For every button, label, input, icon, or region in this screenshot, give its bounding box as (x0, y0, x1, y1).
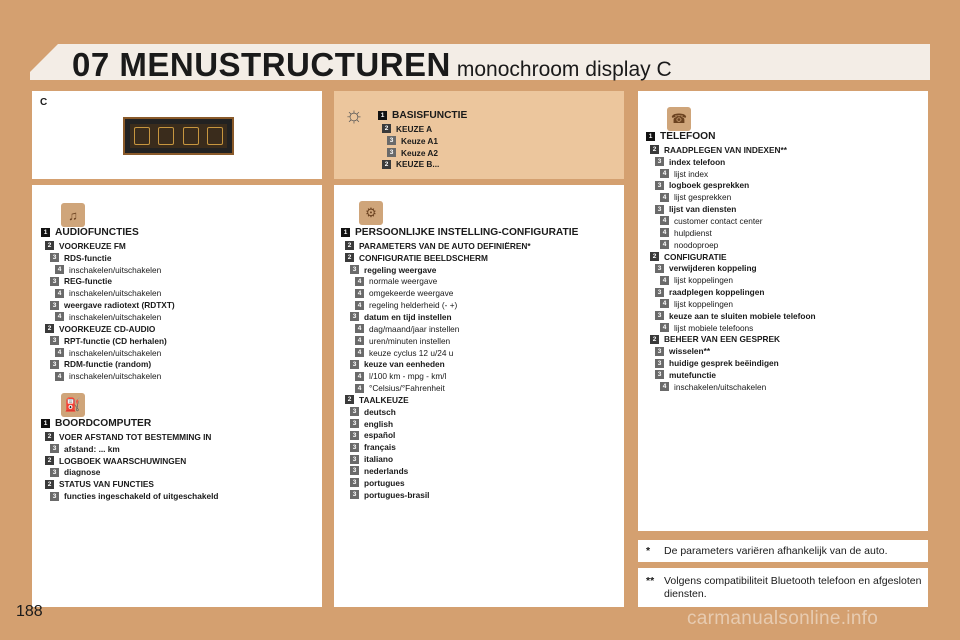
menu-item-label: BEHEER VAN EEN GESPREK (664, 334, 781, 345)
watermark: carmanualsonline.info (687, 608, 879, 629)
level-badge: 3 (50, 444, 59, 453)
menu-item-label: diagnose (64, 467, 101, 478)
level-badge: 2 (650, 335, 659, 344)
level-badge: 2 (45, 241, 54, 250)
menu-item-label: logboek gesprekken (669, 180, 750, 191)
level-badge: 3 (50, 301, 59, 310)
sun-brightness-icon: ☼ (343, 102, 365, 127)
level-badge: 3 (350, 490, 359, 499)
level-badge: 3 (655, 288, 664, 297)
settings-tools-icon: ⚙ (359, 201, 383, 225)
level-badge: 1 (41, 228, 50, 237)
menu-item-label: LOGBOEK WAARSCHUWINGEN (59, 455, 187, 466)
menu-item-level-3 (41, 276, 175, 288)
menu-item-level-3 (646, 357, 816, 369)
level-badge: 4 (55, 348, 64, 357)
menu-item-level-4 (41, 287, 175, 299)
level-badge: 4 (355, 324, 364, 333)
menu-item-label: portugues (364, 477, 405, 488)
footnote-2 (646, 575, 922, 601)
board-menu (41, 416, 218, 502)
menu-item-label: huidige gesprek beëindigen (669, 358, 779, 369)
display-segment-icon (207, 127, 223, 145)
menu-item-label: regeling helderheid (- +) (369, 300, 458, 311)
menu-item-level-1 (378, 108, 467, 123)
menu-item-label: Keuze A2 (401, 147, 439, 158)
menu-item-level-3 (341, 430, 578, 442)
level-badge: 3 (350, 407, 359, 416)
level-badge: 2 (650, 145, 659, 154)
menu-item-level-2 (646, 334, 816, 346)
level-badge: 4 (355, 384, 364, 393)
level-badge: 3 (350, 443, 359, 452)
menu-item-level-3 (646, 369, 816, 381)
menu-item-label: français (364, 442, 396, 453)
menu-item-label: mutefunctie (669, 369, 717, 380)
menu-item-label: inschakelen/uitschakelen (69, 347, 162, 358)
level-badge: 3 (50, 468, 59, 477)
level-badge: 3 (350, 360, 359, 369)
menu-item-label: TAALKEUZE (359, 394, 409, 405)
menu-item-label: inschakelen/uitschakelen (69, 288, 162, 299)
level-badge: 3 (655, 181, 664, 190)
menu-item-label: uren/minuten instellen (369, 335, 451, 346)
menu-item-level-3 (646, 345, 816, 357)
level-badge: 3 (350, 478, 359, 487)
level-badge: 3 (387, 148, 396, 157)
level-badge: 4 (660, 169, 669, 178)
level-badge: 4 (355, 336, 364, 345)
fuel-pump-icon: ⛽ (61, 393, 85, 417)
menu-item-level-4 (341, 299, 578, 311)
menu-item-level-3 (646, 180, 816, 192)
radio-cd-icon: ♫ (61, 203, 85, 227)
audio-menu (41, 225, 175, 382)
level-badge: 2 (45, 432, 54, 441)
monochrome-display (123, 117, 234, 155)
menu-item-level-4 (41, 264, 175, 276)
level-badge: 4 (55, 265, 64, 274)
menu-item-level-2 (341, 252, 578, 264)
personal-menu (341, 225, 578, 501)
menu-item-level-1 (341, 225, 578, 240)
menu-item-level-4 (41, 311, 175, 323)
menu-item-level-2 (41, 240, 175, 252)
level-badge: 3 (50, 360, 59, 369)
level-badge: 4 (660, 276, 669, 285)
menu-item-label: inschakelen/uitschakelen (69, 371, 162, 382)
menu-item-level-3 (41, 467, 218, 479)
menu-item-level-4 (341, 347, 578, 359)
menu-item-label: Keuze A1 (401, 135, 439, 146)
level-badge: 4 (55, 289, 64, 298)
level-badge: 4 (660, 382, 669, 391)
menu-item-level-3 (341, 477, 578, 489)
level-badge: 4 (660, 193, 669, 202)
footnote-text: De parameters variëren afhankelijk van de auto. (664, 545, 888, 557)
display-segment-icon (183, 127, 199, 145)
menu-item-level-4 (341, 370, 578, 382)
menu-item-level-3 (341, 441, 578, 453)
level-badge: 2 (45, 456, 54, 465)
menu-item-level-3 (646, 156, 816, 168)
menu-item-label: afstand: ... km (64, 443, 120, 454)
menu-item-label: lijst koppelingen (674, 275, 734, 286)
menu-item-level-3 (341, 358, 578, 370)
menu-item-level-1 (646, 129, 816, 144)
level-badge: 4 (355, 348, 364, 357)
menu-item-label: keuze cyclus 12 u/24 u (369, 347, 454, 358)
menu-item-level-4 (41, 347, 175, 359)
menu-item-level-3 (341, 311, 578, 323)
menu-item-label: BASISFUNCTIE (392, 110, 468, 121)
menu-item-level-4 (646, 381, 816, 393)
menu-item-level-4 (341, 335, 578, 347)
footnote-text: Volgens compatibiliteit Bluetooth telefoon en afgesloten diensten. (664, 575, 922, 600)
menu-item-level-3 (41, 443, 218, 455)
menu-item-label: keuze van eenheden (364, 359, 445, 370)
level-badge: 2 (650, 252, 659, 261)
menu-item-level-2 (41, 478, 218, 490)
page-number: 188 (16, 603, 43, 620)
menu-item-label: english (364, 418, 394, 429)
menu-item-level-3 (646, 262, 816, 274)
menu-item-label: BOORDCOMPUTER (55, 418, 152, 429)
menu-item-level-3 (341, 465, 578, 477)
level-badge: 4 (355, 289, 364, 298)
menu-item-label: inschakelen/uitschakelen (69, 264, 162, 275)
footnote-1 (646, 545, 922, 557)
level-badge: 3 (655, 157, 664, 166)
menu-item-label: hulpdienst (674, 227, 712, 238)
menu-item-level-4 (646, 239, 816, 251)
menu-item-label: nederlands (364, 465, 409, 476)
menu-item-label: STATUS VAN FUNCTIES (59, 479, 154, 490)
phone-menu (646, 129, 816, 393)
display-segment-icon (134, 127, 150, 145)
menu-item-level-4 (646, 191, 816, 203)
level-badge: 4 (55, 372, 64, 381)
level-badge: 3 (655, 347, 664, 356)
chapter-title: 07 MENUSTRUCTUREN (72, 46, 451, 83)
menu-item-level-4 (646, 168, 816, 180)
level-badge: 3 (655, 264, 664, 273)
menu-item-level-3 (41, 335, 175, 347)
level-badge: 2 (382, 160, 391, 169)
basis-menu (378, 108, 467, 170)
page-title (72, 46, 672, 84)
menu-item-level-3 (41, 358, 175, 370)
menu-item-label: l/100 km - mpg - km/l (369, 371, 447, 382)
level-badge: 3 (50, 253, 59, 262)
menu-item-level-3 (646, 203, 816, 215)
menu-item-label: KEUZE B... (396, 159, 440, 170)
level-badge: 4 (660, 323, 669, 332)
menu-item-level-3 (41, 252, 175, 264)
menu-item-label: VOORKEUZE CD-AUDIO (59, 323, 156, 334)
level-badge: 2 (345, 241, 354, 250)
menu-item-label: italiano (364, 454, 394, 465)
menu-item-level-4 (341, 323, 578, 335)
menu-item-level-2 (646, 144, 816, 156)
menu-item-level-3 (341, 406, 578, 418)
menu-item-label: °Celsius/°Fahrenheit (369, 383, 445, 394)
menu-item-label: PERSOONLIJKE INSTELLING-CONFIGURATIE (355, 227, 579, 238)
level-badge: 2 (382, 124, 391, 133)
menu-item-level-4 (341, 276, 578, 288)
level-badge: 3 (50, 336, 59, 345)
level-badge: 3 (655, 359, 664, 368)
menu-item-level-3 (378, 147, 467, 159)
menu-item-level-2 (378, 159, 467, 171)
level-badge: 4 (660, 299, 669, 308)
menu-item-label: verwijderen koppeling (669, 263, 757, 274)
menu-item-label: RAADPLEGEN VAN INDEXEN** (664, 144, 787, 155)
menu-item-label: portugues-brasil (364, 489, 430, 500)
menu-item-level-2 (341, 240, 578, 252)
menu-item-label: RDS-functie (64, 252, 112, 263)
level-badge: 3 (350, 431, 359, 440)
menu-item-level-2 (41, 431, 218, 443)
menu-item-level-2 (41, 455, 218, 467)
display-segment-icon (158, 127, 174, 145)
menu-item-label: PARAMETERS VAN DE AUTO DEFINIËREN* (359, 240, 531, 251)
level-badge: 4 (55, 312, 64, 321)
menu-item-level-3 (341, 489, 578, 501)
menu-item-level-3 (341, 264, 578, 276)
menu-item-label: inschakelen/uitschakelen (69, 311, 162, 322)
menu-item-level-3 (341, 418, 578, 430)
level-badge: 3 (387, 136, 396, 145)
menu-item-label: regeling weergave (364, 264, 437, 275)
menu-item-label: lijst index (674, 168, 709, 179)
menu-item-label: functies ingeschakeld of uitgeschakeld (64, 491, 219, 502)
level-badge: 4 (660, 228, 669, 237)
chapter-subtitle: monochroom display C (456, 58, 672, 81)
menu-item-label: keuze aan te sluiten mobiele telefoon (669, 310, 816, 321)
menu-item-level-3 (378, 135, 467, 147)
level-badge: 3 (350, 466, 359, 475)
menu-item-label: noodoproep (674, 239, 719, 250)
menu-item-label: normale weergave (369, 276, 438, 287)
menu-item-level-4 (41, 370, 175, 382)
menu-item-level-4 (646, 322, 816, 334)
level-badge: 1 (378, 111, 387, 120)
level-badge: 3 (50, 492, 59, 501)
menu-item-label: AUDIOFUNCTIES (55, 227, 139, 238)
menu-item-level-3 (646, 310, 816, 322)
menu-item-level-1 (41, 416, 218, 431)
menu-item-label: datum en tijd instellen (364, 311, 452, 322)
menu-item-label: TELEFOON (660, 131, 716, 142)
level-badge: 2 (45, 324, 54, 333)
menu-item-label: RPT-functie (CD herhalen) (64, 335, 167, 346)
menu-item-level-4 (341, 382, 578, 394)
menu-item-level-3 (341, 453, 578, 465)
level-badge: 2 (345, 253, 354, 262)
menu-item-level-1 (41, 225, 175, 240)
level-badge: 3 (655, 311, 664, 320)
menu-item-label: RDM-functie (random) (64, 359, 152, 370)
level-badge: 2 (45, 480, 54, 489)
menu-item-label: lijst mobiele telefoons (674, 322, 754, 333)
level-badge: 4 (660, 240, 669, 249)
menu-item-level-4 (646, 227, 816, 239)
footnote-mark: * (646, 545, 651, 557)
menu-item-level-4 (646, 298, 816, 310)
menu-item-label: VOORKEUZE FM (59, 240, 126, 251)
level-badge: 3 (350, 312, 359, 321)
menu-item-label: wisselen** (669, 346, 711, 357)
menu-item-level-3 (41, 490, 218, 502)
menu-item-level-4 (341, 287, 578, 299)
menu-item-level-3 (646, 286, 816, 298)
menu-item-label: REG-functie (64, 276, 112, 287)
level-badge: 4 (355, 372, 364, 381)
footnote-mark: ** (646, 575, 655, 587)
menu-item-label: KEUZE A (396, 123, 433, 134)
menu-item-level-3 (41, 299, 175, 311)
level-badge: 2 (345, 395, 354, 404)
level-badge: 4 (355, 301, 364, 310)
level-badge: 3 (350, 455, 359, 464)
menu-item-label: español (364, 430, 396, 441)
menu-item-label: inschakelen/uitschakelen (674, 381, 767, 392)
mobile-phone-icon: ☎ (667, 107, 691, 131)
menu-item-label: omgekeerde weergave (369, 288, 454, 299)
level-badge: 1 (646, 132, 655, 141)
menu-item-label: weergave radiotext (RDTXT) (64, 300, 175, 311)
menu-item-label: customer contact center (674, 215, 763, 226)
menu-item-label: dag/maand/jaar instellen (369, 323, 460, 334)
menu-item-label: lijst van diensten (669, 204, 737, 215)
menu-item-label: deutsch (364, 406, 396, 417)
display-label: C (40, 97, 48, 108)
level-badge: 3 (350, 265, 359, 274)
level-badge: 3 (655, 370, 664, 379)
level-badge: 3 (655, 205, 664, 214)
level-badge: 1 (41, 419, 50, 428)
menu-item-label: CONFIGURATIE BEELDSCHERM (359, 252, 488, 263)
menu-item-level-2 (646, 251, 816, 263)
menu-item-label: lijst gesprekken (674, 192, 732, 203)
menu-item-label: CONFIGURATIE (664, 251, 727, 262)
level-badge: 4 (660, 216, 669, 225)
menu-item-level-2 (378, 123, 467, 135)
level-badge: 1 (341, 228, 350, 237)
menu-item-level-4 (646, 274, 816, 286)
menu-item-label: index telefoon (669, 156, 726, 167)
level-badge: 4 (355, 277, 364, 286)
level-badge: 3 (350, 419, 359, 428)
menu-item-level-2 (341, 394, 578, 406)
menu-item-label: VOER AFSTAND TOT BESTEMMING IN (59, 431, 212, 442)
menu-item-level-4 (646, 215, 816, 227)
menu-item-label: raadplegen koppelingen (669, 287, 765, 298)
menu-item-label: lijst koppelingen (674, 298, 734, 309)
level-badge: 3 (50, 277, 59, 286)
menu-item-level-2 (41, 323, 175, 335)
